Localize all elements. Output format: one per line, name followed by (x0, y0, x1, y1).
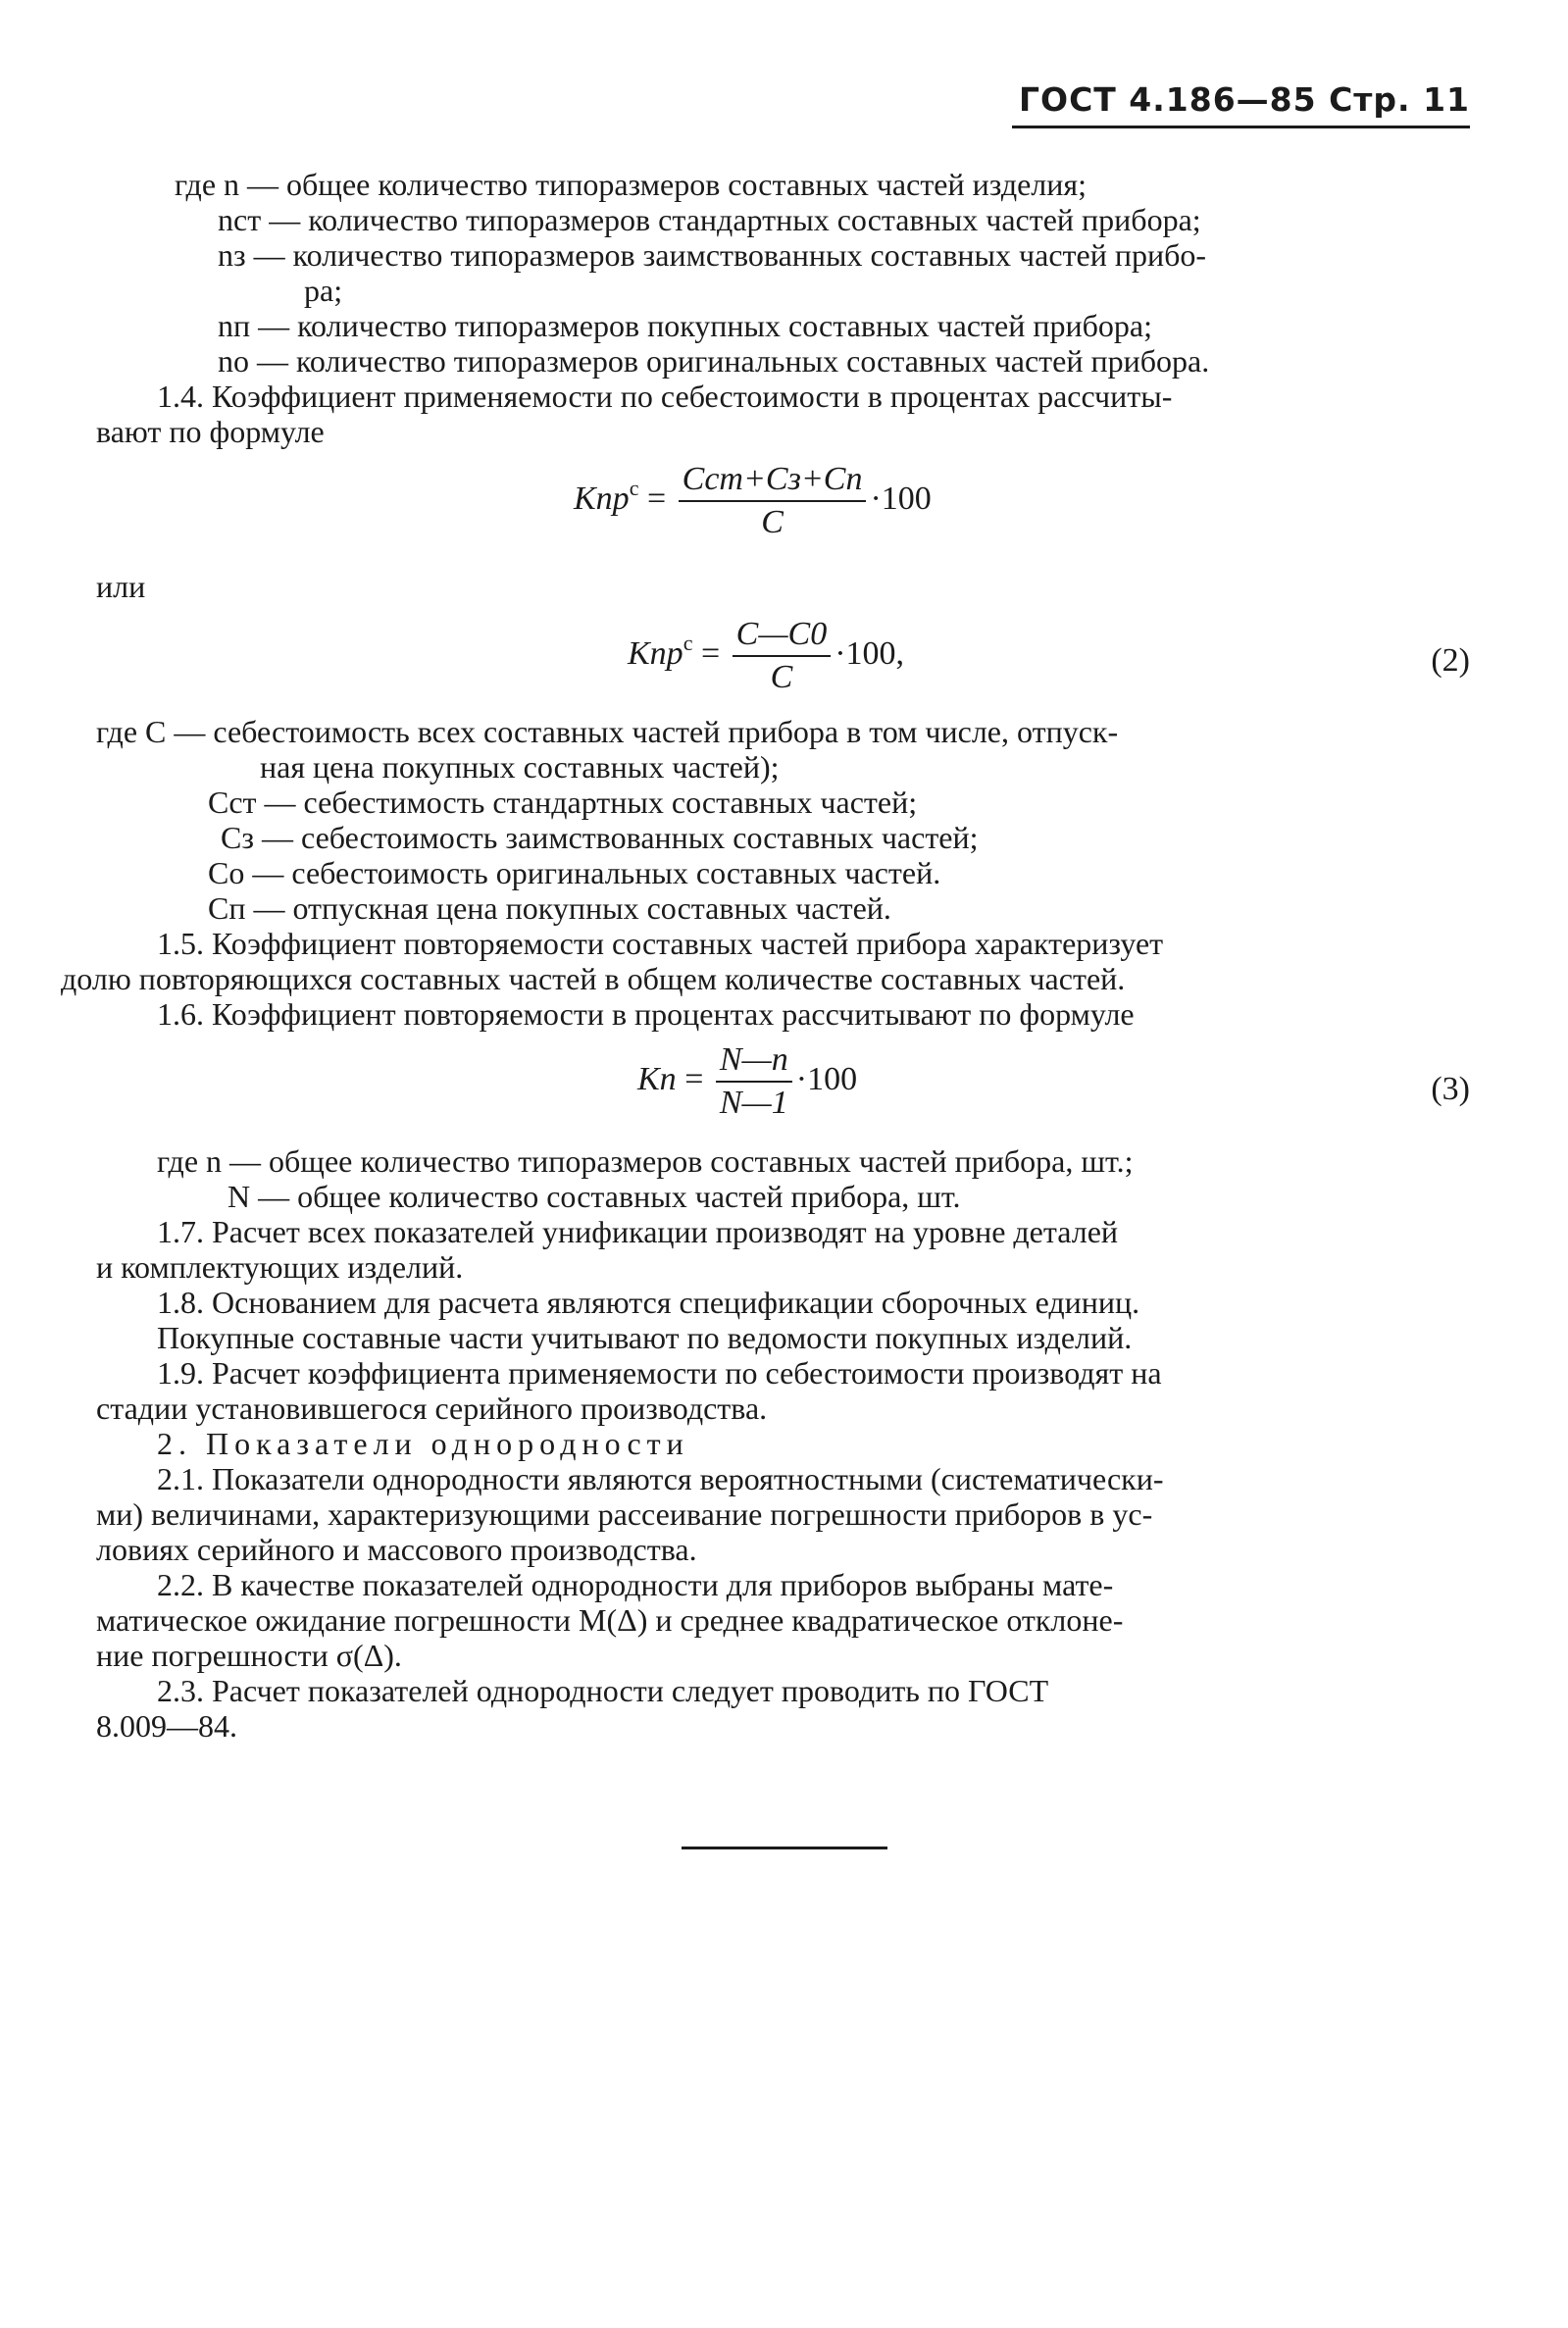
text-line: и комплектующих изделий. (96, 1249, 464, 1285)
formula-denominator: C (770, 659, 793, 695)
text-line: 1.4. Коэффициент применяемости по себестоимости в процентах рассчиты- (157, 379, 1173, 414)
text-line: стадии установившегося серийного производства. (96, 1391, 768, 1426)
text-line: Покупные составные части учитывают по ведомости покупных изделий. (157, 1320, 1133, 1355)
text-line: nст — количество типоразмеров стандартных составных частей прибора; (218, 202, 1201, 237)
text-line: 8.009—84. (96, 1708, 237, 1744)
text-line: nп — количество типоразмеров покупных составных частей прибора; (218, 308, 1152, 343)
text-line: вают по формуле (96, 414, 325, 449)
equation-number: (2) (1431, 642, 1470, 679)
text-line: 2.1. Показатели однородности являются вероятностными (систематически- (157, 1461, 1164, 1496)
text-line: 1.8. Основанием для расчета являются спецификации сборочных единиц. (157, 1285, 1140, 1320)
formula-applicability-cost-alt: Kпр$^с$ = $\frac{C—C0}{C}$ ·100, (628, 616, 905, 695)
text-line: 2.2. В качестве показателей однородности для приборов выбраны мате- (157, 1567, 1114, 1602)
text-line: nз — количество типоразмеров заимствованных составных частей прибо- (218, 237, 1207, 273)
text-line: долю повторяющихся составных частей в общем количестве составных частей. (61, 961, 1126, 996)
formula-repeatability: Kп = $\frac{N—n}{N—1}$ ·100 (637, 1041, 858, 1121)
text-line: nо — количество типоразмеров оригинальных составных частей прибора. (218, 343, 1210, 379)
text-line: 1.7. Расчет всех показателей унификации производят на уровне деталей (157, 1214, 1119, 1249)
text-line: ная цена покупных составных частей); (260, 749, 780, 784)
text-line: ние погрешности σ(Δ). (96, 1638, 402, 1673)
formula-lhs: Kп (637, 1060, 677, 1097)
formula-multiplier: ·100 (795, 1060, 858, 1097)
text-line: N — общее количество составных частей прибора, шт. (228, 1179, 961, 1214)
formula-numerator: C—C0 (733, 616, 832, 657)
page-header: ГОСТ 4.186—85 Стр. 11 (1018, 80, 1470, 119)
formula-denominator: N—1 (719, 1085, 788, 1121)
text-line: ра; (304, 273, 343, 308)
text-line: где n — общее количество типоразмеров составных частей прибора, шт.; (157, 1143, 1134, 1179)
formula-applicability-cost: Kпр$^с$ = $\frac{\text{Cст+Cз+Cп}}{C}$ ·100 (574, 461, 932, 540)
text-line: Cо — себестоимость оригинальных составных частей. (208, 855, 941, 890)
text-line: где n — общее количество типоразмеров составных частей изделия; (175, 167, 1087, 202)
text-line: матическое ожидание погрешности M(Δ) и среднее квадратическое отклоне- (96, 1602, 1124, 1638)
text-line: 1.6. Коэффициент повторяемости в процентах рассчитывают по формуле (157, 996, 1135, 1032)
formula-denominator: C (761, 504, 784, 540)
header-rule (1012, 126, 1470, 128)
text-line: 2.3. Расчет показателей однородности следует проводить по ГОСТ (157, 1673, 1049, 1708)
formula-numerator: N—n (716, 1041, 792, 1083)
formula-numerator: Cст+Cз+Cп (679, 461, 867, 502)
text-line: Cст — себестимость стандартных составных частей; (208, 784, 918, 820)
end-rule (682, 1847, 887, 1849)
formula-lhs: Kпр (574, 480, 630, 517)
text-line: 1.9. Расчет коэффициента применяемости по себестоимости производят на (157, 1355, 1162, 1391)
formula-multiplier: ·100 (870, 480, 932, 517)
text-line: где C — себестоимость всех составных частей прибора в том числе, отпуск- (96, 714, 1119, 749)
text-line: ми) величинами, характеризующими рассеивание погрешности приборов в ус- (96, 1496, 1153, 1532)
formula-multiplier: ·100, (835, 634, 905, 672)
formula-sup: с (629, 475, 639, 500)
formula-fraction (679, 461, 867, 541)
formula-fraction (716, 1041, 792, 1122)
text-line: 1.5. Коэффициент повторяемости составных частей прибора характеризует (157, 926, 1164, 961)
formula-lhs: Kпр (628, 634, 683, 672)
equation-number: (3) (1431, 1071, 1470, 1107)
formula-fraction (733, 616, 832, 696)
text-line: ловиях серийного и массового производства. (96, 1532, 697, 1567)
section-heading: 2. Показатели однородности (157, 1426, 689, 1461)
text-line: Cп — отпускная цена покупных составных частей. (208, 890, 891, 926)
text-line: или (96, 569, 146, 604)
text-line: Cз — себестоимость заимствованных составных частей; (221, 820, 979, 855)
formula-sup: с (683, 630, 693, 655)
